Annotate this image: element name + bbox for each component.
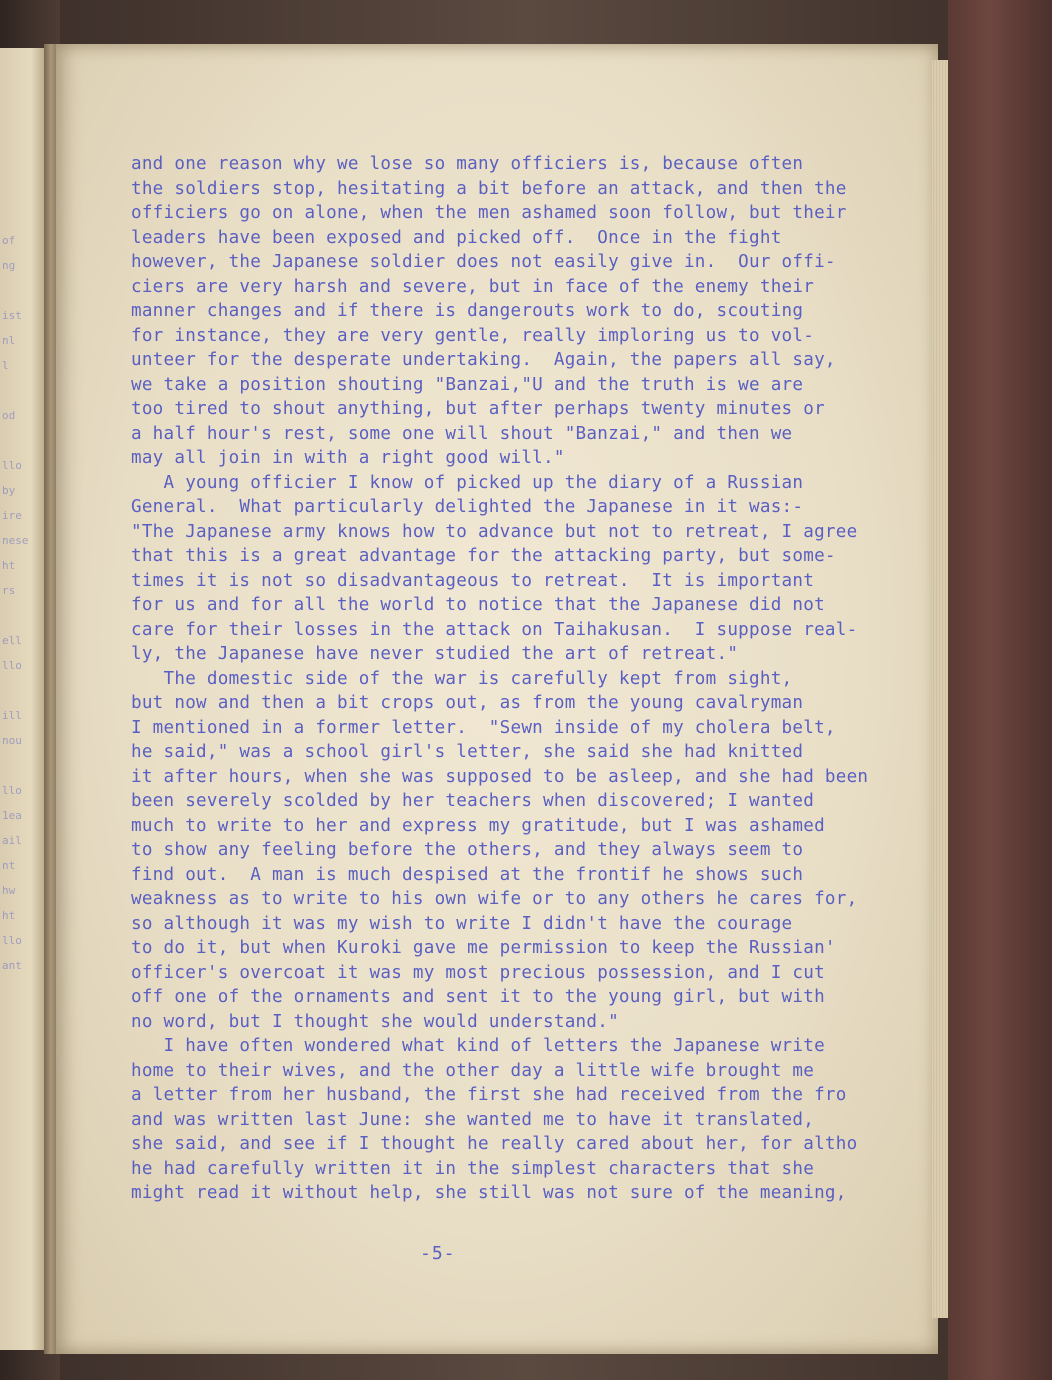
text-line: times it is not so disadvantageous to retreat. It is important	[131, 570, 815, 591]
text-line: manner changes and if there is dangerouts work to do, scouting	[131, 301, 804, 321]
text-line: she said, and see if I thought he really cared about her, for altho	[131, 1134, 858, 1154]
text-line: no word, but I thought she would understand."	[131, 1011, 619, 1032]
text-line: A young officier I know of picked up the diary of a Russian	[131, 472, 804, 493]
page-stack-edge	[932, 60, 949, 1318]
text-line: General. What particularly delighted the Japanese in it was:-	[131, 497, 804, 517]
text-line: care for their losses in the attack on Taihakusan. I suppose real-	[131, 619, 858, 640]
text-line: and one reason why we lose so many officiers is, because often	[131, 154, 804, 174]
text-line: and was written last June: she wanted me to have it translated,	[131, 1109, 815, 1130]
text-line: unteer for the desperate undertaking. Again, the papers all say,	[131, 350, 836, 370]
text-line: off one of the ornaments and sent it to the young girl, but with	[131, 987, 825, 1007]
text-line: to show any feeling before the others, and they always seem to	[131, 840, 804, 860]
text-line: ciers are very harsh and severe, but in face of the enemy their	[131, 276, 815, 297]
text-line: might read it without help, she still was not sure of the meaning,	[131, 1183, 847, 1203]
text-line: for us and for all the world to notice that the Japanese did not	[131, 595, 825, 615]
text-line: ly, the Japanese have never studied the art of retreat."	[131, 644, 739, 664]
text-line: he had carefully written it in the simplest characters that she	[131, 1158, 815, 1179]
text-line: may all join in with a right good will."	[131, 448, 565, 468]
text-line: we take a position shouting "Banzai,"U and the truth is we are	[131, 374, 804, 395]
text-line: however, the Japanese soldier does not easily give in. Our offi-	[131, 252, 836, 272]
previous-page-edge	[0, 48, 46, 1350]
text-line: for instance, they are very gentle, really imploring us to vol-	[131, 325, 815, 346]
text-line: the soldiers stop, hesitating a bit before an attack, and then the	[131, 178, 847, 199]
text-line: been severely scolded by her teachers when discovered; I wanted	[131, 791, 815, 811]
text-line: to do it, but when Kuroki gave me permission to keep the Russian'	[131, 938, 836, 958]
typed-text-body	[131, 152, 931, 1206]
text-line: a half hour's rest, some one will shout "Banzai," and then we	[131, 423, 793, 444]
text-line: The domestic side of the war is carefully kept from sight,	[131, 668, 793, 689]
text-line: home to their wives, and the other day a little wife brought me	[131, 1060, 815, 1081]
text-line: weakness as to write to his own wife or to any others he cares for,	[131, 889, 858, 909]
previous-page-bleed-text: of ng ist nl l od llo by ire nese ht rs ell llo ill nou llo 1ea ail nt hw ht llo ant	[2, 234, 29, 972]
text-line: but now and then a bit crops out, as from the young cavalryman	[131, 693, 804, 713]
book-cover-right	[948, 0, 1052, 1380]
text-line: officer's overcoat it was my most precious possession, and I cut	[131, 962, 825, 983]
text-line: leaders have been exposed and picked off. Once in the fight	[131, 227, 782, 248]
text-line: it after hours, when she was supposed to be asleep, and she had been	[131, 766, 869, 787]
text-line: I mentioned in a former letter. "Sewn inside of my cholera belt,	[131, 717, 836, 738]
text-line: "The Japanese army knows how to advance but not to retreat, I agree	[131, 521, 858, 542]
text-line: too tired to shout anything, but after perhaps twenty minutes or	[131, 399, 825, 419]
text-line: officiers go on alone, when the men ashamed soon follow, but their	[131, 203, 847, 223]
text-line: so although it was my wish to write I didn't have the courage	[131, 913, 793, 934]
text-line: much to write to her and express my gratitude, but I was ashamed	[131, 815, 825, 836]
page-number: -5-	[420, 1243, 456, 1264]
text-line: he said," was a school girl's letter, she said she had knitted	[131, 742, 804, 762]
text-line: I have often wondered what kind of letters the Japanese write	[131, 1036, 825, 1056]
text-line: that this is a great advantage for the attacking party, but some-	[131, 546, 836, 566]
text-line: a letter from her husband, the first she had received from the fro	[131, 1085, 847, 1105]
text-line: find out. A man is much despised at the frontif he shows such	[131, 864, 804, 885]
